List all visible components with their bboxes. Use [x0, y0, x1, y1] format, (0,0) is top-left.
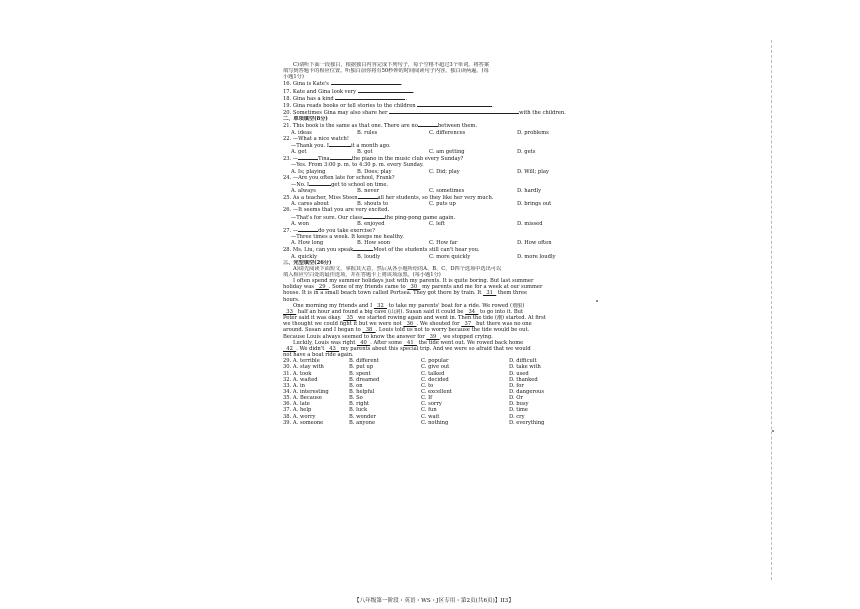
option: C. give out — [421, 364, 450, 371]
option: D. gets — [517, 149, 536, 156]
text-segment: my parents and me for a week at our summer — [420, 284, 543, 291]
option: C. to — [421, 382, 434, 389]
option: B. rules — [357, 129, 378, 136]
text-segment: we started rowing again and went in. Then the tide (潮) started. At first — [356, 315, 546, 322]
passage-blank: 37 — [461, 321, 475, 328]
passage-blank: 32 — [373, 302, 388, 309]
text-segment: . We didn't — [296, 345, 326, 352]
scan-fold-line — [770, 40, 772, 580]
item-text: Gina reads books or tell stories to the children — [292, 102, 418, 109]
answer-blank — [363, 214, 385, 219]
text-segment: get to school on time. — [331, 181, 389, 188]
answer-blank — [358, 194, 378, 199]
item-end: . — [492, 102, 494, 109]
option: D. used — [509, 370, 529, 377]
option: B. shouts to — [357, 201, 389, 208]
question-stem — [283, 155, 601, 162]
text-segment: 22. —What a nice watch! — [283, 135, 349, 142]
item-number: 20. — [283, 110, 293, 117]
text-segment: Most of the students still can't hear you. — [373, 247, 480, 254]
option: C. sorry — [421, 401, 442, 408]
text-segment: , we stopped crying. — [439, 333, 493, 340]
section-instructions: A)请先阅读下面短文，掌握其大意，然后从各小题所给的A、B、C、D四个选项中选出可以 — [293, 265, 502, 272]
passage-blank: 41 — [403, 339, 417, 346]
option: A. quickly — [291, 253, 318, 260]
passage-blank: 36 — [403, 321, 417, 328]
passage-blank: 40 — [356, 339, 371, 346]
option: B. dreamed — [349, 376, 380, 383]
option: D. more loudly — [517, 253, 556, 260]
option: B. helpful — [349, 388, 375, 395]
option: C. am getting — [429, 149, 465, 156]
option: C. talked — [421, 370, 445, 377]
option: A. won — [291, 220, 309, 227]
item-end: . — [412, 88, 415, 95]
item-text: Gina is Kate's — [292, 81, 331, 88]
text-segment: Peter said it was okay. — [283, 315, 344, 322]
text-segment: 23. — — [283, 156, 299, 163]
option: 36. A. late — [283, 401, 310, 408]
question-response — [283, 142, 601, 149]
text-segment: not have a boat ride again. — [283, 352, 354, 359]
text-segment: hours. — [283, 296, 300, 303]
option: B. different — [349, 358, 379, 365]
text-segment: do you take exercise? — [318, 227, 375, 234]
option: 30. A. stay with — [283, 364, 324, 371]
option: 33. A. in — [283, 382, 305, 389]
passage-blank: 35 — [343, 315, 357, 322]
option: D. time — [509, 407, 529, 414]
text-segment: all her students, so they like her very much. — [377, 195, 494, 202]
option: C. wait — [421, 413, 440, 420]
option: C. excellent — [421, 388, 452, 395]
text-segment: —That's for sure. Our class — [291, 214, 363, 221]
option: D. take with — [509, 364, 541, 371]
option: B. got — [357, 149, 373, 156]
item-number: 19. — [283, 102, 293, 109]
option: B. luck — [349, 407, 368, 414]
option: B. Does; play — [357, 168, 392, 175]
answer-blank — [329, 142, 351, 147]
option: C. sometimes — [429, 187, 465, 194]
option: C. How far — [429, 240, 458, 247]
option: A. cares about — [291, 201, 329, 208]
exam-page — [283, 62, 601, 592]
fill-in-item — [283, 109, 601, 116]
fill-in-item — [283, 95, 601, 102]
option: D. cry — [509, 413, 525, 420]
option: D. problems — [517, 129, 549, 136]
text-segment: . After some — [370, 339, 404, 346]
option: D. everything — [509, 419, 545, 426]
section-c-instructions: 小题1分) — [283, 74, 304, 81]
text-segment: —Three times a week. It keeps me healthy. — [291, 234, 404, 241]
passage-blank: 42 — [283, 345, 297, 352]
text-segment: 28. Ms. Liu, can you speak — [283, 247, 354, 254]
option: A. Is; playing — [291, 168, 326, 175]
section-title: 二、单项填空(8分) — [283, 116, 328, 123]
fill-in-item — [283, 102, 601, 109]
passage-blank: 34 — [465, 308, 479, 315]
option: 38. A. worry — [283, 413, 316, 420]
option: A. get — [291, 149, 307, 156]
option: B. never — [357, 187, 380, 194]
item-text: Gina has a kind — [292, 95, 336, 102]
question-response — [283, 214, 601, 221]
text-segment: 24. —Are you often late for school, Frank? — [283, 174, 395, 181]
option: B. How soon — [357, 240, 391, 247]
question-stem — [283, 227, 601, 234]
answer-blank — [309, 181, 331, 186]
answer-blank — [418, 122, 438, 127]
option: D. dangerous — [509, 388, 545, 395]
question-stem — [283, 194, 601, 201]
option: 31. A. took — [283, 370, 312, 377]
answer-blank — [298, 227, 318, 232]
text-segment: the ping-pong game again. — [384, 214, 456, 221]
option: 32. A. waited — [283, 376, 318, 383]
option-row — [283, 420, 601, 426]
answer-blank — [331, 80, 403, 88]
answer-blank — [417, 102, 492, 107]
option-row — [283, 221, 601, 227]
option: C. differences — [429, 129, 466, 136]
item-end: . — [405, 95, 408, 102]
option: 29. A. terrible — [283, 358, 320, 365]
passage-blank: 31 — [483, 290, 497, 297]
option: D. How often — [517, 240, 552, 247]
answer-blank — [335, 95, 408, 102]
question-response — [283, 181, 601, 188]
scan-speck — [772, 430, 774, 432]
item-end: with the children. — [519, 110, 566, 117]
text-segment: to take my parents' boat for a ride. We rowed (划船) — [387, 302, 525, 309]
text-segment: my parents about this special trip. And we were so afraid that we would — [339, 345, 531, 352]
text-segment: half an hour and found a big cave (山洞). Susan said it could be — [296, 308, 466, 315]
text-segment: . We shouted for — [416, 321, 462, 328]
option: C. more quickly — [429, 253, 471, 260]
answer-blank — [353, 246, 373, 251]
page-footer: 【八年级第一阶段・英语・WS・J区专用・第2页(共6页)】II3】 — [354, 598, 514, 604]
option: D. thanked — [509, 376, 538, 383]
section-c-instructions: C)请听下面一段独白，根据独白内容完成下列句子，每个空格不超过3个单词。将答案 — [293, 62, 490, 68]
answer-blank — [298, 155, 318, 160]
passage-blank: 30 — [407, 284, 421, 291]
option: 35. A. Because — [283, 395, 322, 402]
option: D. for — [509, 382, 524, 389]
fill-in-item — [283, 80, 601, 87]
option: A. How long — [291, 240, 324, 247]
option: B. So — [349, 395, 363, 402]
option: C. fun — [421, 407, 437, 414]
passage-blank: 38 — [362, 327, 376, 334]
text-segment: them three — [496, 290, 528, 297]
text-segment: house. It is in a small beach town called Portsea. They got there by train. It — [283, 290, 484, 297]
text-segment: 21. This book is the same as that one. There are no — [283, 123, 418, 130]
text-segment: between them. — [437, 123, 477, 130]
option: B. spent — [349, 370, 371, 377]
text-segment: the tide went out. We rowed back home — [416, 339, 524, 346]
option: B. right — [349, 401, 369, 408]
option: D. difficult — [509, 358, 537, 365]
option: A. always — [291, 187, 316, 194]
option: B. anyone — [349, 419, 376, 426]
text-segment: Luckily, Louis was right — [293, 339, 357, 346]
section-c-instructions: 填写到答题卡的相应位置。听独白前你将有50秒钟的时间阅读句子内容。独白读两遍。(每 — [283, 68, 489, 75]
passage-blank: 33 — [283, 308, 297, 315]
option: D. busy — [509, 401, 529, 408]
text-segment: holiday was — [283, 284, 316, 291]
passage-blank: 29 — [315, 284, 329, 291]
option-row — [283, 254, 601, 260]
item-number: 16. — [283, 81, 293, 88]
passage-blank: 39 — [426, 333, 440, 340]
text-segment: we thought we could fight it but we were not — [283, 321, 404, 328]
option: D. Will; play — [517, 168, 549, 175]
question-stem — [283, 246, 601, 253]
section-title: 三、完型填空(26分) — [283, 259, 332, 266]
option: C. If — [421, 395, 433, 402]
text-segment: the piano in the music club every Sunday? — [351, 156, 464, 163]
text-segment: Because Louis always seemed to know the answer for — [283, 333, 427, 340]
option: C. decided — [421, 376, 449, 383]
item-number: 18. — [283, 95, 293, 102]
option: D. brings out — [517, 201, 552, 208]
option: B. loudly — [357, 253, 381, 260]
option: B. enjoyed — [357, 220, 385, 227]
text-segment: 25. As a teacher, Miss Steen — [283, 195, 358, 202]
option: C. popular — [421, 358, 449, 365]
option: C. puts up — [429, 201, 456, 208]
text-segment: I often spend my summer holidays just with my parents. It is quite boring. But last summer — [293, 278, 534, 285]
answer-blank — [330, 155, 352, 160]
text-segment: . Louis told us not to worry because the tide would be out. — [375, 327, 530, 334]
item-number: 17. — [283, 88, 293, 95]
option: B. on — [349, 382, 363, 389]
text-segment: to go into it. But — [478, 308, 524, 315]
text-segment: but there was no one — [474, 321, 532, 328]
option: 34. A. interesting — [283, 388, 329, 395]
item-end: . — [400, 81, 403, 88]
option: C. left — [429, 220, 445, 227]
text-segment: around. Susan and I began to — [283, 327, 363, 334]
answer-blank — [389, 109, 519, 114]
option: C. Did; play — [429, 168, 460, 175]
text-segment: —Yes. From 3:00 p. m. to 4:30 p. m. every Sunday. — [291, 162, 424, 169]
option: D. hardly — [517, 187, 542, 194]
text-segment: it a month ago. — [350, 142, 391, 149]
fill-in-item — [283, 88, 601, 95]
option: 37. A. help — [283, 407, 312, 414]
item-text: Sometimes Gina may also share her — [292, 110, 390, 117]
answer-blank — [358, 88, 413, 93]
option: D. Or — [509, 395, 524, 402]
item-text: Kate and Gina look very — [292, 88, 358, 95]
text-segment: 26. —It seems that you are very excited. — [283, 207, 390, 214]
text-segment: . Some of my friends came to — [328, 284, 408, 291]
option: 39. A. someone — [283, 419, 324, 426]
text-segment: —No. I — [291, 181, 310, 188]
option: B. put up — [349, 364, 374, 371]
text-segment: Tina — [318, 156, 330, 163]
text-segment: One morning my friends and I — [293, 302, 374, 309]
question-stem — [283, 122, 601, 129]
option: C. nothing — [421, 419, 449, 426]
option: D. missed — [517, 220, 543, 227]
passage-blank: 43 — [325, 345, 340, 352]
text-segment: —Thank you. I — [291, 142, 329, 149]
option: A. ideas — [291, 129, 312, 136]
text-segment: 27. — — [283, 227, 299, 234]
section-instructions: 填入相应空白处的最佳选项，并在答题卡上将该项涂黑。(每小题1分) — [283, 272, 441, 278]
option: B. wonder — [349, 413, 376, 420]
